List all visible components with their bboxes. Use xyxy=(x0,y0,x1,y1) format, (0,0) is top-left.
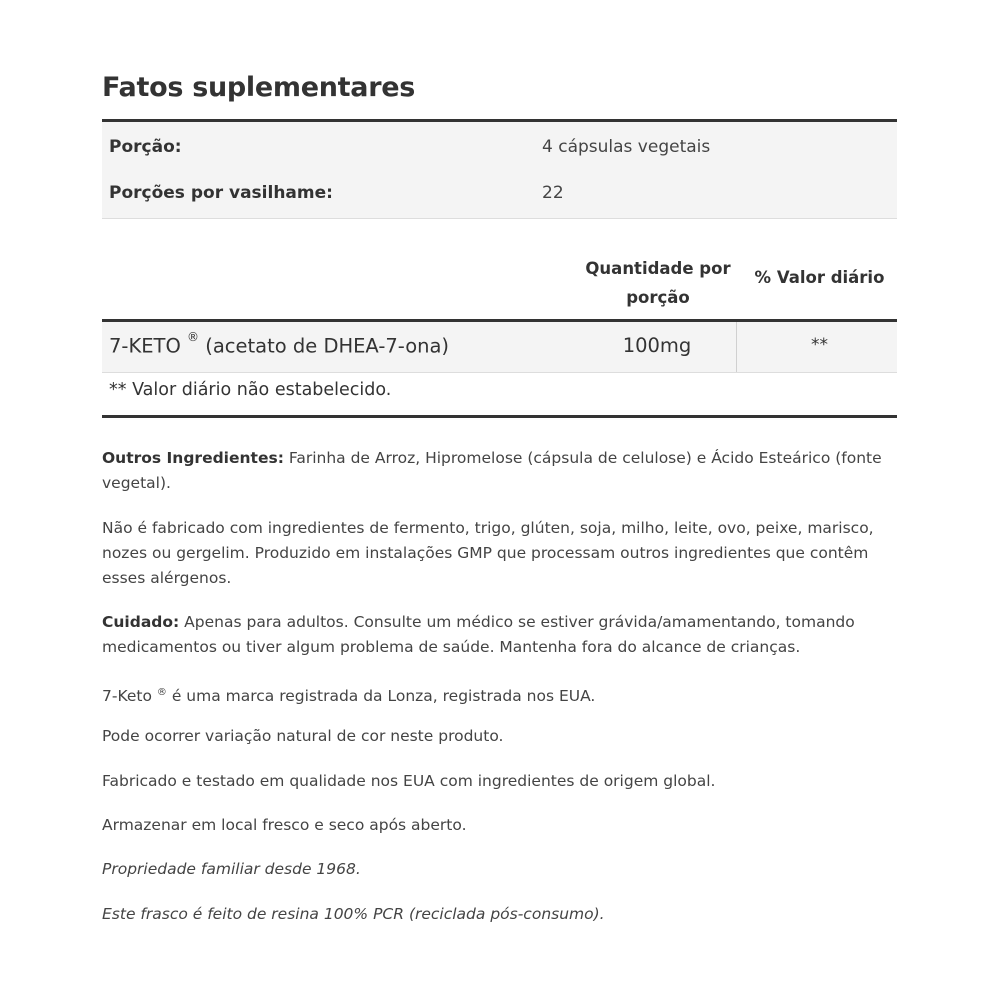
trademark-paragraph: 7-Keto ® é uma marca registrada da Lonza, registrada nos EUA. xyxy=(102,687,596,706)
ingredient-row xyxy=(102,319,897,373)
allergen-paragraph: Não é fabricado com ingredientes de fermento, trigo, glúten, soja, milho, leite, ovo, peixe, marisco, nozes ou gergelim. Produzido em instalações GMP que processam outros ingredientes que contêm esses alérgenos. xyxy=(102,519,874,587)
servings-per-container-label: Porções por vasilhame: xyxy=(109,183,333,203)
caution-text: Apenas para adultos. Consulte um médico se estiver grávida/amamentando, tomando medicamentos ou tiver algum problema de saúde. Mantenha fora do alcance de crianças. xyxy=(102,613,855,656)
servings-per-container-row xyxy=(102,170,897,216)
table-footnote: ** Valor diário não estabelecido. xyxy=(109,380,392,400)
other-ingredients-text: Farinha de Arroz, Hipromelose (cápsula de celulose) e Ácido Esteárico (fonte vegetal). xyxy=(102,449,882,492)
color-variation-paragraph: Pode ocorrer variação natural de cor neste produto. xyxy=(102,727,504,745)
amount-per-serving-header: Quantidade por porção xyxy=(585,259,731,307)
serving-info-table xyxy=(102,119,897,219)
page-title: Fatos suplementares xyxy=(102,72,415,103)
caution-label: Cuidado: xyxy=(102,613,180,631)
table-header xyxy=(102,248,897,320)
daily-value-header: % Valor diário xyxy=(754,268,885,287)
serving-size-label: Porção: xyxy=(109,137,182,157)
serving-size-row xyxy=(102,124,897,170)
other-ingredients-paragraph xyxy=(102,446,897,496)
table-footnote-row xyxy=(102,371,897,418)
ingredient-name: 7-KETO ® (acetato de DHEA-7-ona) xyxy=(109,330,450,358)
other-ingredients-label: Outros Ingredientes: xyxy=(102,449,284,467)
made-in-usa-paragraph: Fabricado e testado em qualidade nos EUA com ingredientes de origem global. xyxy=(102,772,716,790)
ingredient-daily-value: ** xyxy=(811,335,828,355)
column-divider xyxy=(736,322,737,372)
ingredient-amount: 100mg xyxy=(622,334,692,357)
serving-size-value: 4 cápsulas vegetais xyxy=(542,137,711,157)
servings-per-container-value: 22 xyxy=(542,183,564,203)
bottle-material-paragraph: Este frasco é feito de resina 100% PCR (reciclada pós-consumo). xyxy=(102,905,605,923)
caution-paragraph xyxy=(102,610,897,660)
family-owned-paragraph: Propriedade familiar desde 1968. xyxy=(102,860,361,878)
storage-paragraph: Armazenar em local fresco e seco após aberto. xyxy=(102,816,467,834)
